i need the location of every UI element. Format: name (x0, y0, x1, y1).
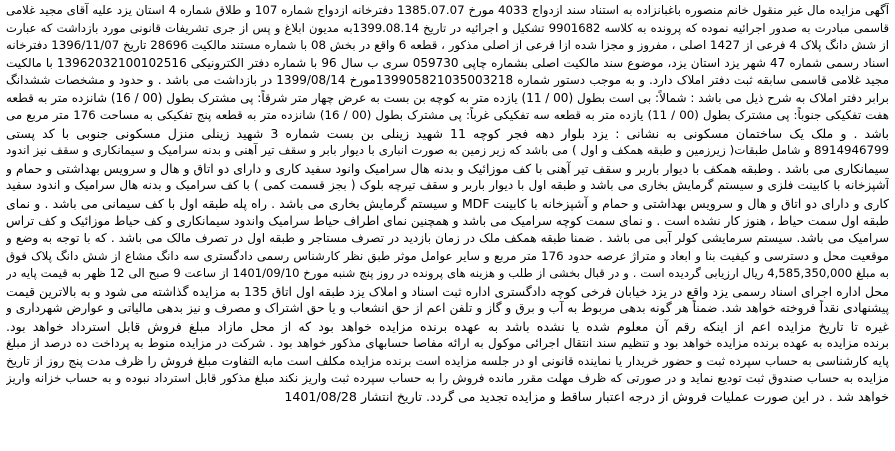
notice-line: طبقه اول سمت حیاط ، هنوز کار نشده است . و نمای سمت کوچه سرامیک می باشد و همچنین نمای اطراف حیاط سرامیک واندود سیمانکاری و کف حیاط موزائیک و کف تراس (6, 213, 889, 228)
notice-line: غیره تا تاریخ مزایده اعم از اینکه رقم آن معلوم شده یا نشده باشد به عهده برنده مزایده خواهد بود که از محل مازاد مبلغ فروش قابل استرداد خواهد بود. (6, 318, 889, 334)
notice-line: برنده مزایده به عهده برنده مزایده خواهد بود و تنظیم سند انتقال اجرائی موکول به ارائه مفاصا حسابهای مذکور خواهد بود . شرکت در مزایده منوط به پرداخت ده درصد از مبلغ (6, 336, 889, 351)
notice-line: باشد . و ملک یک ساختمان مسکونی به نشانی : یزد بلوار دهه فجر کوچه 11 شهید زینلی بن بست شماره 3 شهید زینلی منزل مسکونی جنوبی با کد پستی (6, 125, 889, 141)
notice-line: قاسمی مبادرت به صدور اجرائیه نموده که پرونده به کلاسه 9901682 تشکیل و اجرائیه در تاریخ 1399.08.14به مدیون ابلاغ و پس از جری تشریفات قانونی مورد بازداشت که عبارت (6, 20, 889, 35)
notice-line: محل اداره اجرای اسناد رسمی یزد واقع در یزد خیابان فرخی کوچه دادگستری اداره ثبت اسناد و املاک یزد طبقه اول اتاق 135 به مزایده گذاشته می شود و به بالاترین قیمت (6, 283, 889, 299)
notice-line: آگهی مزایده مال غیر منقول خانم منصوره باغبانزاده به استناد سند ازدواج 4033 مورخ 1385.07.07 دفترخانه ازدواج شماره 107 و طلاق شماره 4 استان یزد علیه آقای مجید غلامی (6, 3, 889, 17)
notice-line: 8914946799 و شامل طبقات( زیرزمین و طبقه همکف و اول ) می باشد که زیر زمین به صورت انباری با دیوار بابر و سقف تیر آهنی و بدنه سرامیک و سیمانکاری و سقف نیز اندود (6, 143, 889, 158)
notice-line: اسناد رسمی شماره 47 شهر یزد استان یزد، موضوع سند مالکیت اصلی بشماره چاپی 059730 سری ب سال 96 با شماره دفتر الکترونیکی 13962032100102516 با مالکیت (6, 55, 889, 70)
notice-line: کاری و دارای دو اتاق و هال و سرویس بهداشتی و حمام و آشپزخانه با کابینت MDF و سیستم گرمایش بخاری می باشد . راه پله طبقه اول با کف سیمانی می باشد . و نمای (6, 196, 889, 212)
notice-line: پیشنهادی نقداً فروخته خواهد شد. ضمناً هر گونه بدهی مربوط به آب و برق و گاز و تلفن اعم از حق انشعاب و یا حق اشتراک و مصرف و نیز بدهی مالیاتی و عوارض شهرداری و (6, 301, 889, 316)
notice-line: پایه کارشناسی به حساب سپرده ثبت و حضور خریدار یا نماینده قانونی او در جلسه مزایده است برنده مزایده مکلف است مابه التفاوت مبلغ فروش را ظرف مدت پنج روز از تاریخ (6, 353, 889, 368)
notice-line: مجید غلامی قاسمی سابقه ثبت دفتر املاک دارد. و به موجب دستور شماره 139905821035003218مورخ 1399/08/14 در بازداشت می باشد . و حدود و مشخصات ششدانگ (6, 73, 889, 88)
notice-line: سیمانکاری می باشد . وطبقه همکف با دیوار باربر و سقف تیر آهنی با کف موزائیک و بدنه هال سرامیک وانود سفید کاری و دارای دو اتاق و هال و سرویس بهداشتی و حمام و (6, 160, 889, 176)
notice-line: موقعیت محل و دسترسی و کیفیت بنا و ابعاد و متراژ عرصه حدود 176 متر مربع و سایر عوامل موثر طبق نظر کارشناس رسمی دادگستری سه دانگ مشاع از شش دانگ پلاک فوق (6, 248, 889, 263)
notice-line-date: خواهد شد . در این صورت عملیات فروش از درجه اعتبار ساقط و مزایده تجدید می گردد. تاریخ انتشار 1401/08/28 (284, 389, 889, 405)
notice-line: به مبلغ 4,585,350,000 ریال ارزیابی گردیده است . و در قبال بخشی از طلب و هزینه های پرونده در روز پنج شنبه مورخ 1401/09/10 از ساعت 9 صبح الی 12 ظهر به قیمت پایه در (6, 266, 889, 281)
notice-line: سرامیک می باشد. سیستم سرمایشی کولر آبی می باشد . ضمنا طبقه همکف ملک در زمان بازدید در تصرف مستاجر و طبقه اول در تصرف مالک می باشد . که با توجه به وضع و (6, 231, 889, 246)
notice-line: برابر دفتر املاک به شرح ذیل می باشد : شمالاً: بی است بطول (00 / 11) یازده متر به کوچه بن بست به عرض چهار متر شرقاً: پی مشترک بطول (00 / 16) شانزده متر به قطعه (6, 90, 889, 105)
notice-line: مزایده به حساب صندوق ثبت تودیع نماید و در صورتی که ظرف مهلت مقرر مانده فروش را به حساب سپرده ثبت واریز نکند مبلغ مذکور قابل استرداد نبوده و به حساب خزانه واریز (6, 371, 889, 386)
notice-line: آشپزخانه با کابینت فلزی و سیستم گرمایش بخاری می باشد و طبقه اول با دیوار باربر و سقف تیرچه بلوک ( بجز قسمت کمی ) با کف سرامیک و بدنه هال سرامیک و اندود سفید (6, 178, 889, 193)
notice-line: هفت تفکیکی جنوباً: پی مشترک بطول (00 / 11) یازده متر به قطعه سه تفکیکی غرباً: پی مشترک بطول (00 / 16) شانزده متر به قطعه پنج تفکیکی به مساحت 176 متر مربع می (6, 108, 889, 123)
notice-line: از شش دانگ پلاک 4 فرعی از 1427 اصلی ، مفروز و مجزا شده ازا فرعی از اصلی مذکور ، قطعه 6 واقع در بخش 08 با شماره مستند مالکیت 28696 تاریخ 1396/11/07 دفترخانه (6, 38, 889, 53)
